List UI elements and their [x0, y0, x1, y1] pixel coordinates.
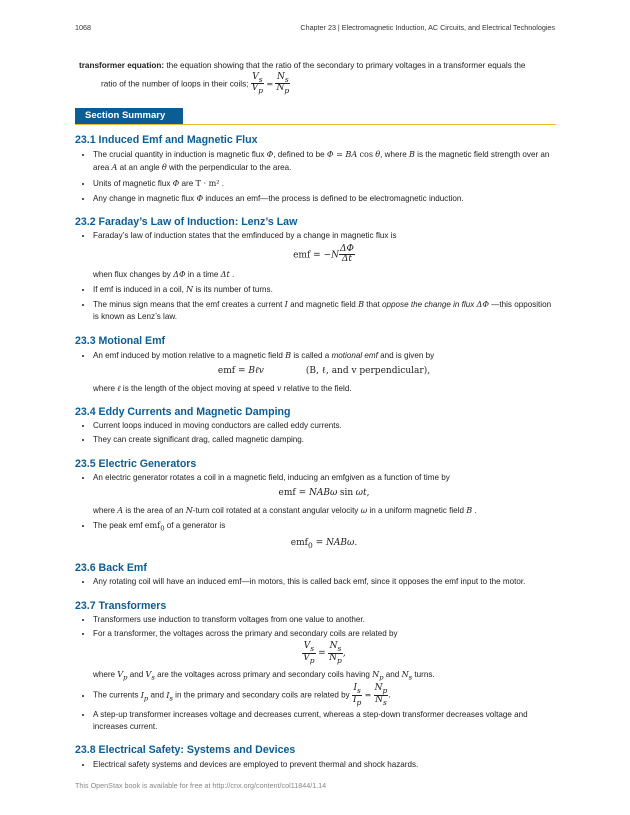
- section-23-2: [75, 212, 555, 323]
- list-item: • Transformers use induction to transform voltages from one value to another.: [93, 614, 555, 626]
- list-item: • Faraday’s law of induction states that the emfinduced by a change in magnetic flux is emf = −N $\frac{\Delta\Phi}{\Delta t}$ when flux changes by ΔΦ in a time Δt .: [93, 230, 555, 280]
- chapter-title: Chapter 23 | Electromagnetic Induction, AC Circuits, and Electrical Technologies: [300, 23, 555, 32]
- list-item: • For a transformer, the voltages across the primary and secondary coils are related by $\frac{V_s}{V_p}$ = $\frac{N_s}{N_p}$ , where $V_p$ and $V_s$ are the voltages across primary and secondary coils having $N_p$ and $N_s$ turns.: [93, 628, 555, 683]
- section-23-8: [75, 740, 555, 770]
- section-title: 23.1 Induced Emf and Magnetic Flux: [75, 134, 258, 146]
- page-footer: This OpenStax book is available for free at http://cnx.org/content/col11844/1.14: [75, 781, 327, 790]
- list-item: • Current loops induced in moving conductors are called eddy currents.: [93, 420, 555, 432]
- list-item: • Electrical safety systems and devices are employed to prevent thermal and shock hazards.: [93, 759, 555, 771]
- faraday-equation: emf = −N $\frac{\Delta\Phi}{\Delta t}$: [293, 243, 354, 265]
- transformer-equation: $\frac{V_s}{V_p}$ = $\frac{N_s}{N_p}$ ,: [303, 641, 346, 665]
- definition-line-2: ratio of the number of loops in their coils;: [101, 79, 249, 89]
- list-item: • The crucial quantity in induction is magnetic flux Φ, defined to be Φ = BA cos θ, where B is the magnetic field strength over an area A at an angle θ with the perpendicular to the area.: [93, 148, 555, 175]
- list-item: • If emf is induced in a coil, N is its number of turns.: [93, 283, 555, 296]
- section-title: 23.4 Eddy Currents and Magnetic Damping: [75, 406, 291, 419]
- section-23-4: [75, 402, 555, 447]
- page-number: 1068: [75, 23, 91, 32]
- section-title: 23.2 Faraday’s Law of Induction: Lenz’s Law: [75, 216, 298, 229]
- section-summary-bar: [75, 108, 556, 125]
- list-item: • The minus sign means that the emf creates a current I and magnetic field B that oppose the change in flux ΔΦ —this opposition is known as Lenz’s law.: [93, 298, 555, 324]
- list-item: • A step-up transformer increases voltage and decreases current, whereas a step-down transformer decreases voltage and increases current.: [93, 709, 555, 734]
- section-summary-heading: Section Summary: [75, 108, 183, 124]
- list-item: • They can create significant drag, called magnetic damping.: [93, 434, 555, 446]
- list-item: • Any rotating coil will have an induced emf—in motors, this is called back emf, since it opposes the emf input to the motor.: [93, 576, 555, 588]
- generator-equation: emf = NABω sin ωt,: [278, 488, 370, 499]
- section-23-1: [75, 130, 555, 205]
- summary-content: [75, 130, 555, 778]
- definition-line-1: the equation showing that the ratio of the secondary to primary voltages in a transformer equals the: [166, 61, 526, 70]
- section-title: 23.8 Electrical Safety: Systems and Devices: [75, 744, 296, 757]
- list-item: • An electric generator rotates a coil in a magnetic field, inducing an emfgiven as a function of time by emf = NABω sin ωt, where A is the area of an N-turn coil rotated at a constant angular velocity ω in a uniform magnetic field B .: [93, 472, 555, 517]
- section-23-6: [75, 558, 555, 588]
- section-23-5: [75, 454, 555, 551]
- section-title: 23.6 Back Emf: [75, 562, 147, 575]
- list-item: • An emf induced by motion relative to a magnetic field B is called a motional emf and is given by emf = Bℓv (B, ℓ, and v perpendicular), where ℓ is the length of the object moving at speed v relative to the field.: [93, 349, 555, 395]
- section-title: 23.5 Electric Generators: [75, 457, 197, 470]
- glossary-term: transformer equation:: [79, 61, 165, 70]
- list-item: • Units of magnetic flux Φ are T · m² .: [93, 177, 555, 190]
- list-item: • The currents $I_p$ and $I_s$ in the primary and secondary coils are related by $\frac{I_s}{I_p}$ = $\frac{N_p}{N_s}$ .: [93, 684, 555, 706]
- transformer-eq-voltage: $\frac{V_s}{V_p}$: [251, 71, 264, 96]
- section-title: 23.3 Motional Emf: [75, 334, 166, 347]
- list-item: • Any change in magnetic flux Φ induces an emf—the process is defined to be electromagnetic induction.: [93, 192, 555, 205]
- glossary-definition: transformer equation: the equation showing that the ratio of the secondary to primary voltages in a transformer equals the ratio of the number of loops in their coils; $\frac{V_s}{V_p}$ = $\frac{N_s}{N_p}$: [79, 61, 526, 96]
- section-23-7: [75, 596, 555, 734]
- section-23-3: [75, 331, 555, 395]
- motional-emf-equation: emf = Bℓv (B, ℓ, and v perpendicular),: [217, 366, 431, 377]
- list-item: • The peak emf emf$_0$ of a generator is emf$_0$ = NABω.: [93, 519, 555, 551]
- peak-emf-equation: emf$_0$ = NABω.: [290, 538, 358, 550]
- transformer-eq-turns: $\frac{N_s}{N_p}$: [276, 71, 290, 96]
- section-title: 23.7 Transformers: [75, 599, 167, 612]
